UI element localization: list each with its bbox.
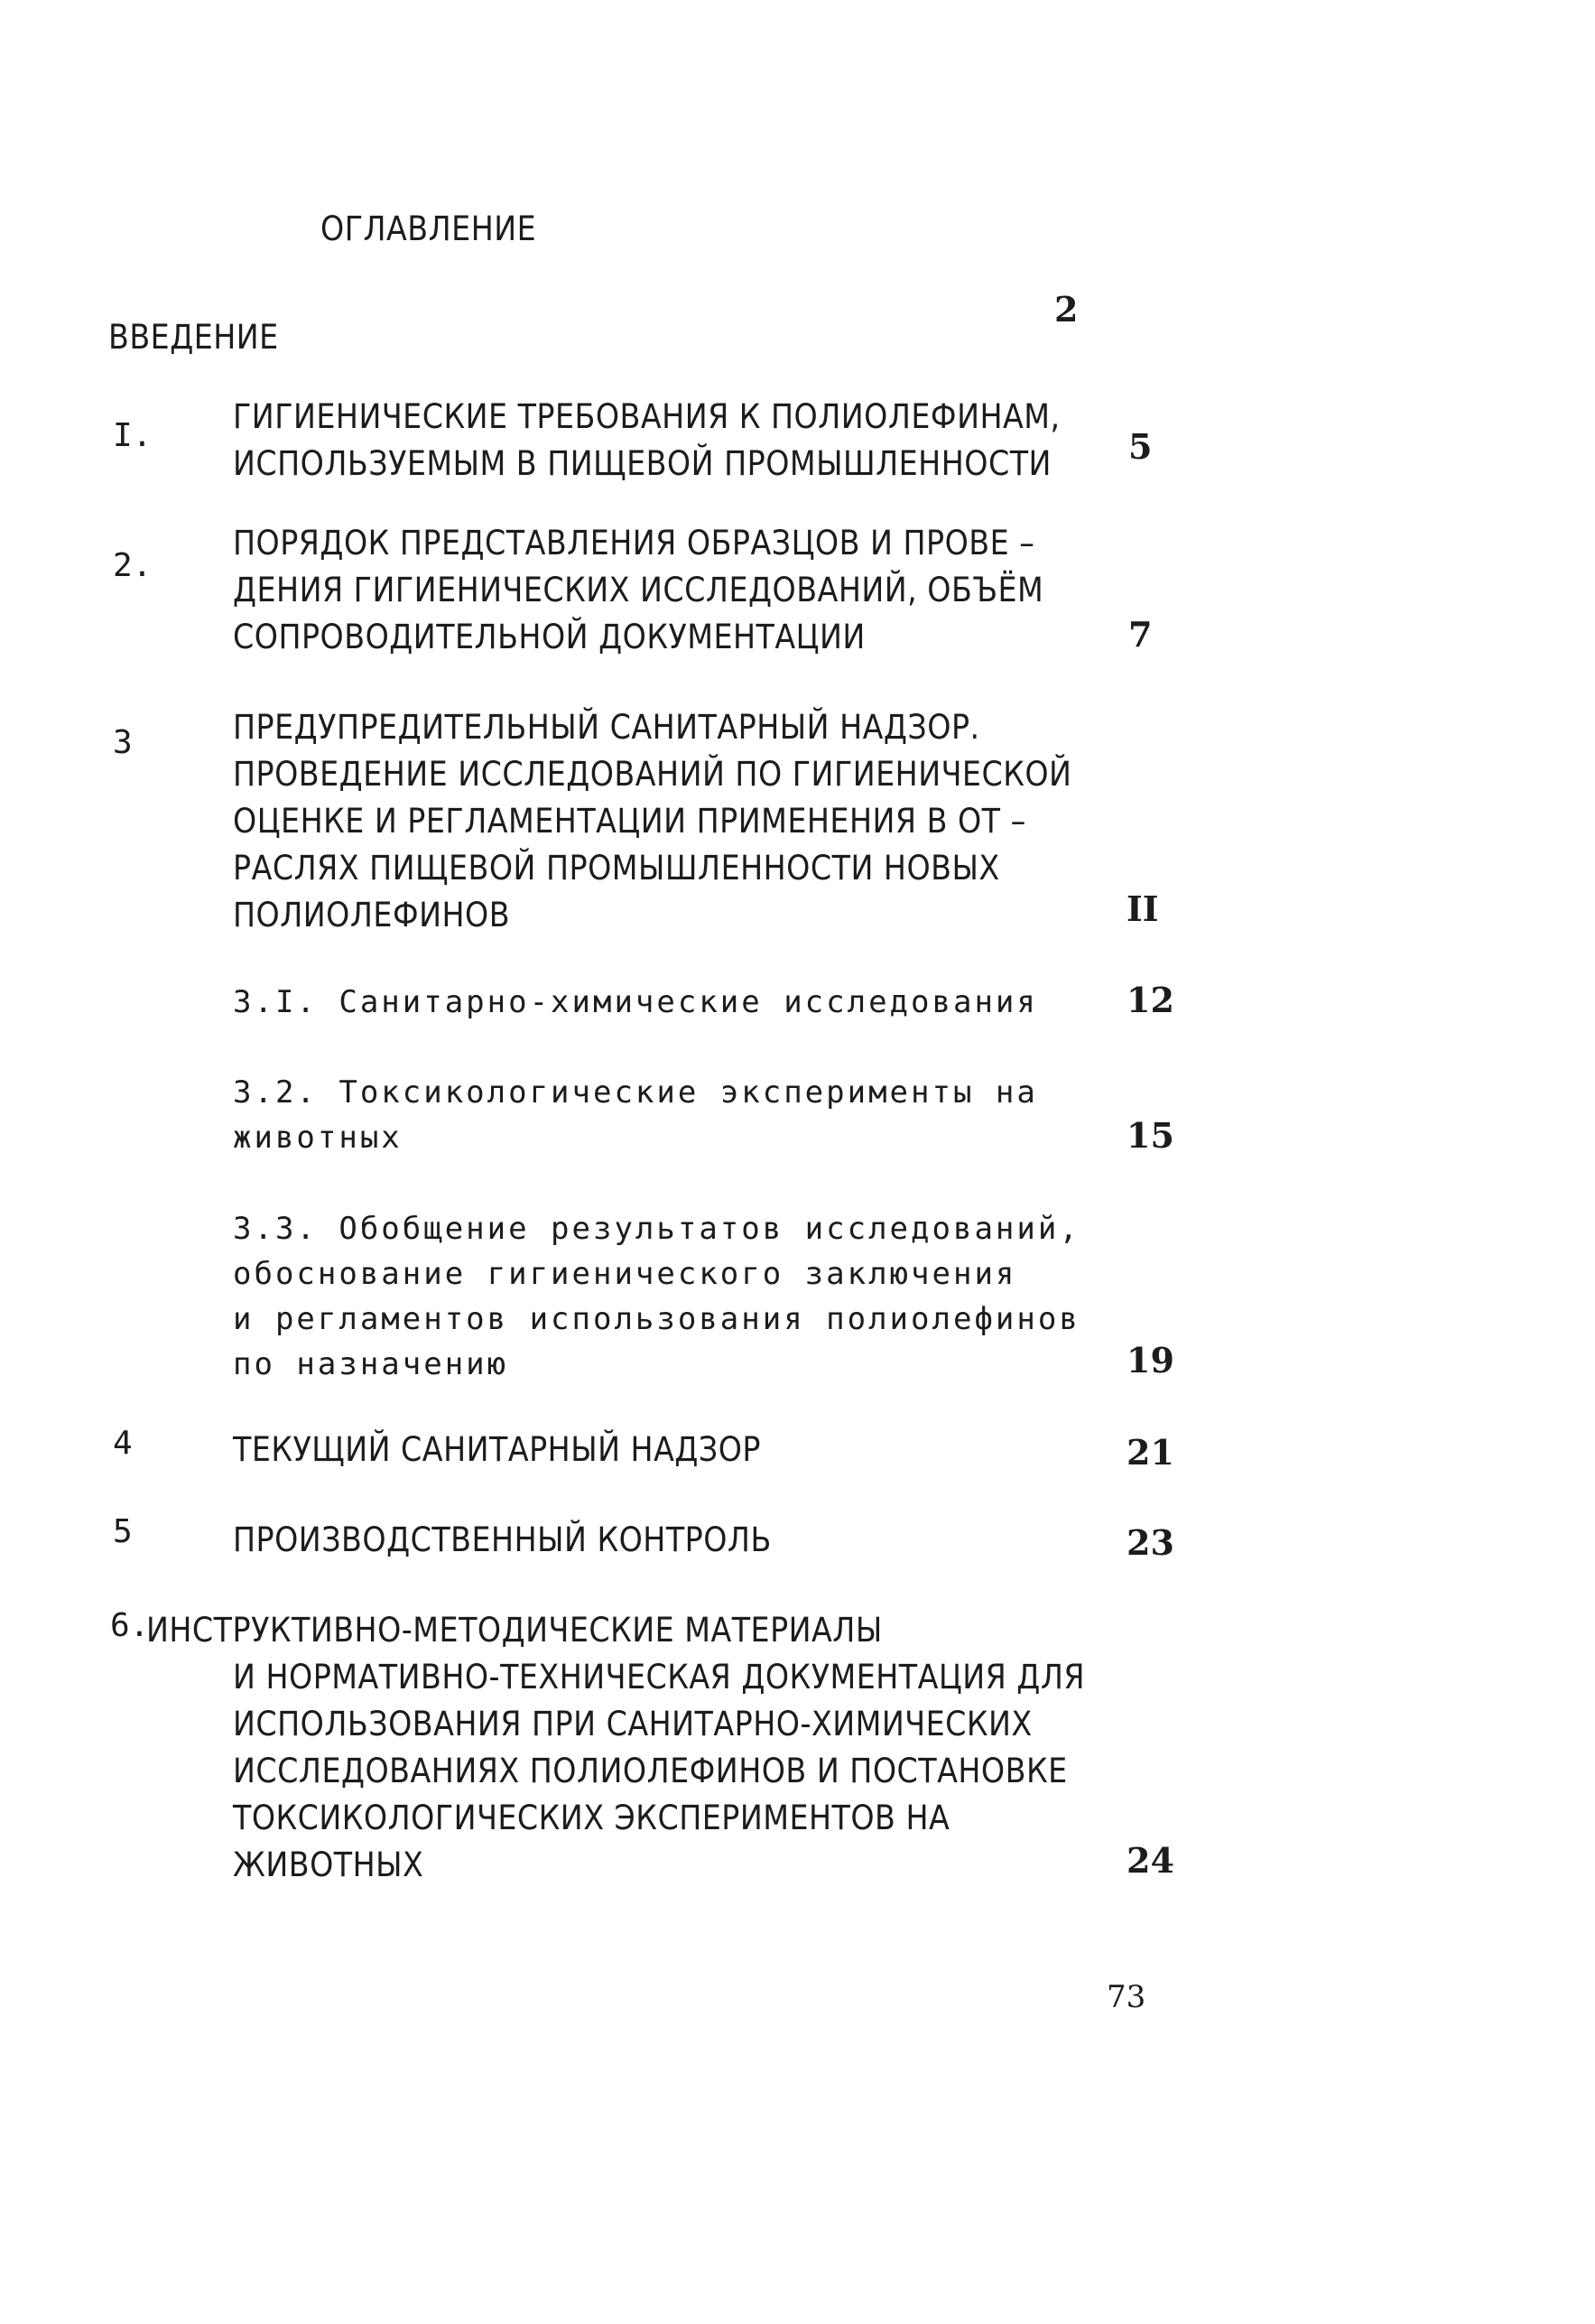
toc-entry-page: 24	[1127, 1840, 1174, 1881]
toc-entry-title: ТЕКУЩИЙ САНИТАРНЫЙ НАДЗОР	[233, 1430, 761, 1469]
toc-entry-number: 5	[113, 1513, 133, 1550]
toc-entry-title: ИНСТРУКТИВНО-МЕТОДИЧЕСКИЕ МАТЕРИАЛЫ И НОРМАТИВНО-ТЕХНИЧЕСКАЯ ДОКУМЕНТАЦИЯ ДЛЯ ИСПОЛЬЗОВАНИЯ ПРИ САНИТАРНО-ХИМИЧЕСКИХ ИССЛЕДОВАНИЯХ ПОЛИОЛЕФИНОВ И ПОСТАНОВКЕ ТОКСИКОЛОГИЧЕСКИХ ЭКСПЕРИМЕНТОВ НА ЖИВОТНЫХ	[146, 1611, 1085, 1884]
toc-entry-title: ГИГИЕНИЧЕСКИЕ ТРЕБОВАНИЯ К ПОЛИОЛЕФИНАМ, ИСПОЛЬЗУЕМЫМ В ПИЩЕВОЙ ПРОМЫШЛЕННОСТИ	[233, 397, 1061, 483]
toc-subentry-page: 12	[1127, 980, 1174, 1020]
toc-subentry-title: 3.3. Обобщение результатов исследований, обоснование гигиенического заключения и регламентов использования полиолефинов по назначению	[233, 1211, 1080, 1382]
toc-entry-page: 23	[1127, 1522, 1174, 1563]
toc-entry-number: 2.	[113, 547, 153, 584]
toc-intro-page: 2	[1054, 289, 1079, 330]
toc-subentry-title: 3.2. Токсикологические эксперименты на животных	[233, 1074, 1038, 1156]
toc-entry-page: 5	[1128, 426, 1153, 467]
toc-entry-number: I.	[113, 417, 153, 454]
toc-entry-page: 21	[1127, 1432, 1174, 1473]
toc-entry-page: 7	[1128, 614, 1153, 655]
toc-entry-number: 4	[113, 1425, 133, 1462]
toc-subentry-page: 19	[1127, 1340, 1174, 1380]
toc-entry-number: 6.	[110, 1607, 150, 1644]
toc-entry-title: ПРОИЗВОДСТВЕННЫЙ КОНТРОЛЬ	[233, 1520, 772, 1559]
toc-subentry-page: 15	[1127, 1115, 1174, 1156]
toc-intro-title: ВВЕДЕНИЕ	[108, 318, 279, 357]
toc-subentry-title: 3.I. Санитарно-химические исследования	[233, 984, 1038, 1020]
toc-entry-number: 3	[113, 724, 133, 761]
toc-entry-title: ПРЕДУПРЕДИТЕЛЬНЫЙ САНИТАРНЫЙ НАДЗОР. ПРОВЕДЕНИЕ ИССЛЕДОВАНИЙ ПО ГИГИЕНИЧЕСКОЙ ОЦЕНКЕ И РЕГЛАМЕНТАЦИИ ПРИМЕНЕНИЯ В ОТ – РАСЛЯХ ПИЩЕВОЙ ПРОМЫШЛЕННОСТИ НОВЫХ ПОЛИОЛЕФИНОВ	[233, 708, 1072, 934]
page-number: 73	[1107, 1979, 1146, 2015]
toc-entry-title: ПОРЯДОК ПРЕДСТАВЛЕНИЯ ОБРАЗЦОВ И ПРОВЕ – ДЕНИЯ ГИГИЕНИЧЕСКИХ ИССЛЕДОВАНИЙ, ОБЪЁМ СОПРОВОДИТЕЛЬНОЙ ДОКУМЕНТАЦИИ	[233, 524, 1044, 656]
toc-heading: ОГЛАВЛЕНИЕ	[320, 209, 537, 248]
toc-entry-page: II	[1127, 888, 1159, 929]
